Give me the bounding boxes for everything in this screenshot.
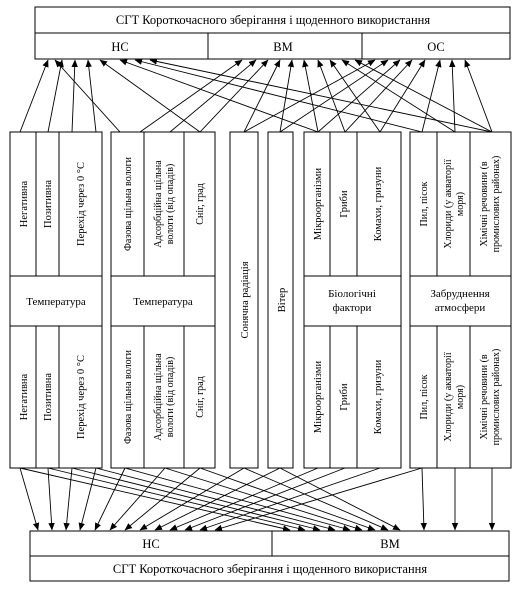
solar-label: Сонячна радіація — [240, 261, 251, 339]
humidity-label: Температура — [133, 296, 193, 308]
pollution-bottom-item-chemicals-1: Хімічні речовини (в — [479, 354, 490, 440]
wind-label: Вітер — [277, 287, 288, 313]
pollution-item-chlorides-1: Хлориди (у акваторії — [443, 159, 454, 249]
pollution-item-chemicals-1: Хімічні речовини (в — [479, 161, 490, 247]
humidity-bottom-item-snow: Сніг, град — [195, 376, 206, 418]
bottom-cell-ns: НС — [142, 537, 160, 551]
bottom-block — [30, 531, 509, 581]
top-title: СГТ Короткочасного зберігання і щоденного використання — [115, 13, 431, 27]
arrows-down — [20, 468, 492, 530]
arrows-up — [20, 60, 492, 132]
group-bio — [304, 132, 401, 468]
bio-bottom-item-fungi: Гриби — [339, 383, 350, 411]
temperature-item-negative: Негативна — [19, 180, 30, 228]
humidity-bottom-item-adsorption-1: Адсорбційна щільна — [153, 353, 164, 441]
bio-label-2: фактори — [332, 302, 372, 314]
bio-label-1: Біологічні — [328, 288, 376, 300]
bottom-title: СГТ Короткочасного зберігання і щоденного використання — [112, 562, 428, 576]
pollution-item-dust: Пил, пісок — [419, 181, 430, 227]
pollution-item-chemicals-2: промислових районах) — [491, 155, 502, 253]
pollution-bottom-item-chemicals-2: промислових районах) — [491, 348, 502, 446]
temperature-label: Температура — [26, 296, 86, 308]
pollution-bottom-item-chlorides-1: Хлориди (у акваторії — [443, 352, 454, 442]
temperature-bottom-item-positive: Позитивна — [43, 372, 54, 422]
temperature-item-transition: Перехід через 0 °С — [76, 162, 87, 246]
top-cell-ns: НС — [111, 40, 129, 54]
bio-item-insects: Комахи, гризуни — [373, 166, 384, 242]
top-block — [35, 7, 510, 59]
humidity-item-snow: Сніг, град — [195, 183, 206, 225]
bio-bottom-item-insects: Комахи, гризуни — [373, 359, 384, 435]
group-temperature — [10, 132, 102, 468]
bio-bottom-item-micro: Мікроорганізми — [313, 360, 324, 434]
humidity-item-adsorption-1: Адсорбційна щільна — [153, 160, 164, 248]
bio-item-fungi: Гриби — [339, 190, 350, 218]
group-pollution — [410, 132, 511, 468]
group-solar — [230, 132, 258, 468]
bio-item-micro: Мікроорганізми — [313, 167, 324, 241]
group-wind — [268, 132, 293, 468]
temperature-item-positive: Позитивна — [43, 179, 54, 229]
humidity-item-phase: Фазова щільна вологи — [123, 156, 134, 252]
humidity-bottom-item-adsorption-2: вологи (від опадів) — [165, 356, 176, 438]
pollution-bottom-item-chlorides-2: моря) — [455, 384, 466, 410]
bottom-cell-vm: ВМ — [380, 537, 400, 551]
pollution-label-2: атмосфери — [434, 302, 486, 314]
temperature-bottom-item-negative: Негативна — [19, 373, 30, 421]
top-cell-vm: ВМ — [273, 40, 293, 54]
humidity-bottom-item-phase: Фазова щільна вологи — [123, 349, 134, 445]
top-cell-os: ОС — [427, 40, 445, 54]
humidity-item-adsorption-2: вологи (від опадів) — [165, 163, 176, 245]
pollution-bottom-item-dust: Пил, пісок — [419, 374, 430, 420]
pollution-item-chlorides-2: моря) — [455, 191, 466, 217]
pollution-label-1: Забруднення — [430, 288, 490, 300]
temperature-bottom-item-transition: Перехід через 0 °С — [76, 355, 87, 439]
